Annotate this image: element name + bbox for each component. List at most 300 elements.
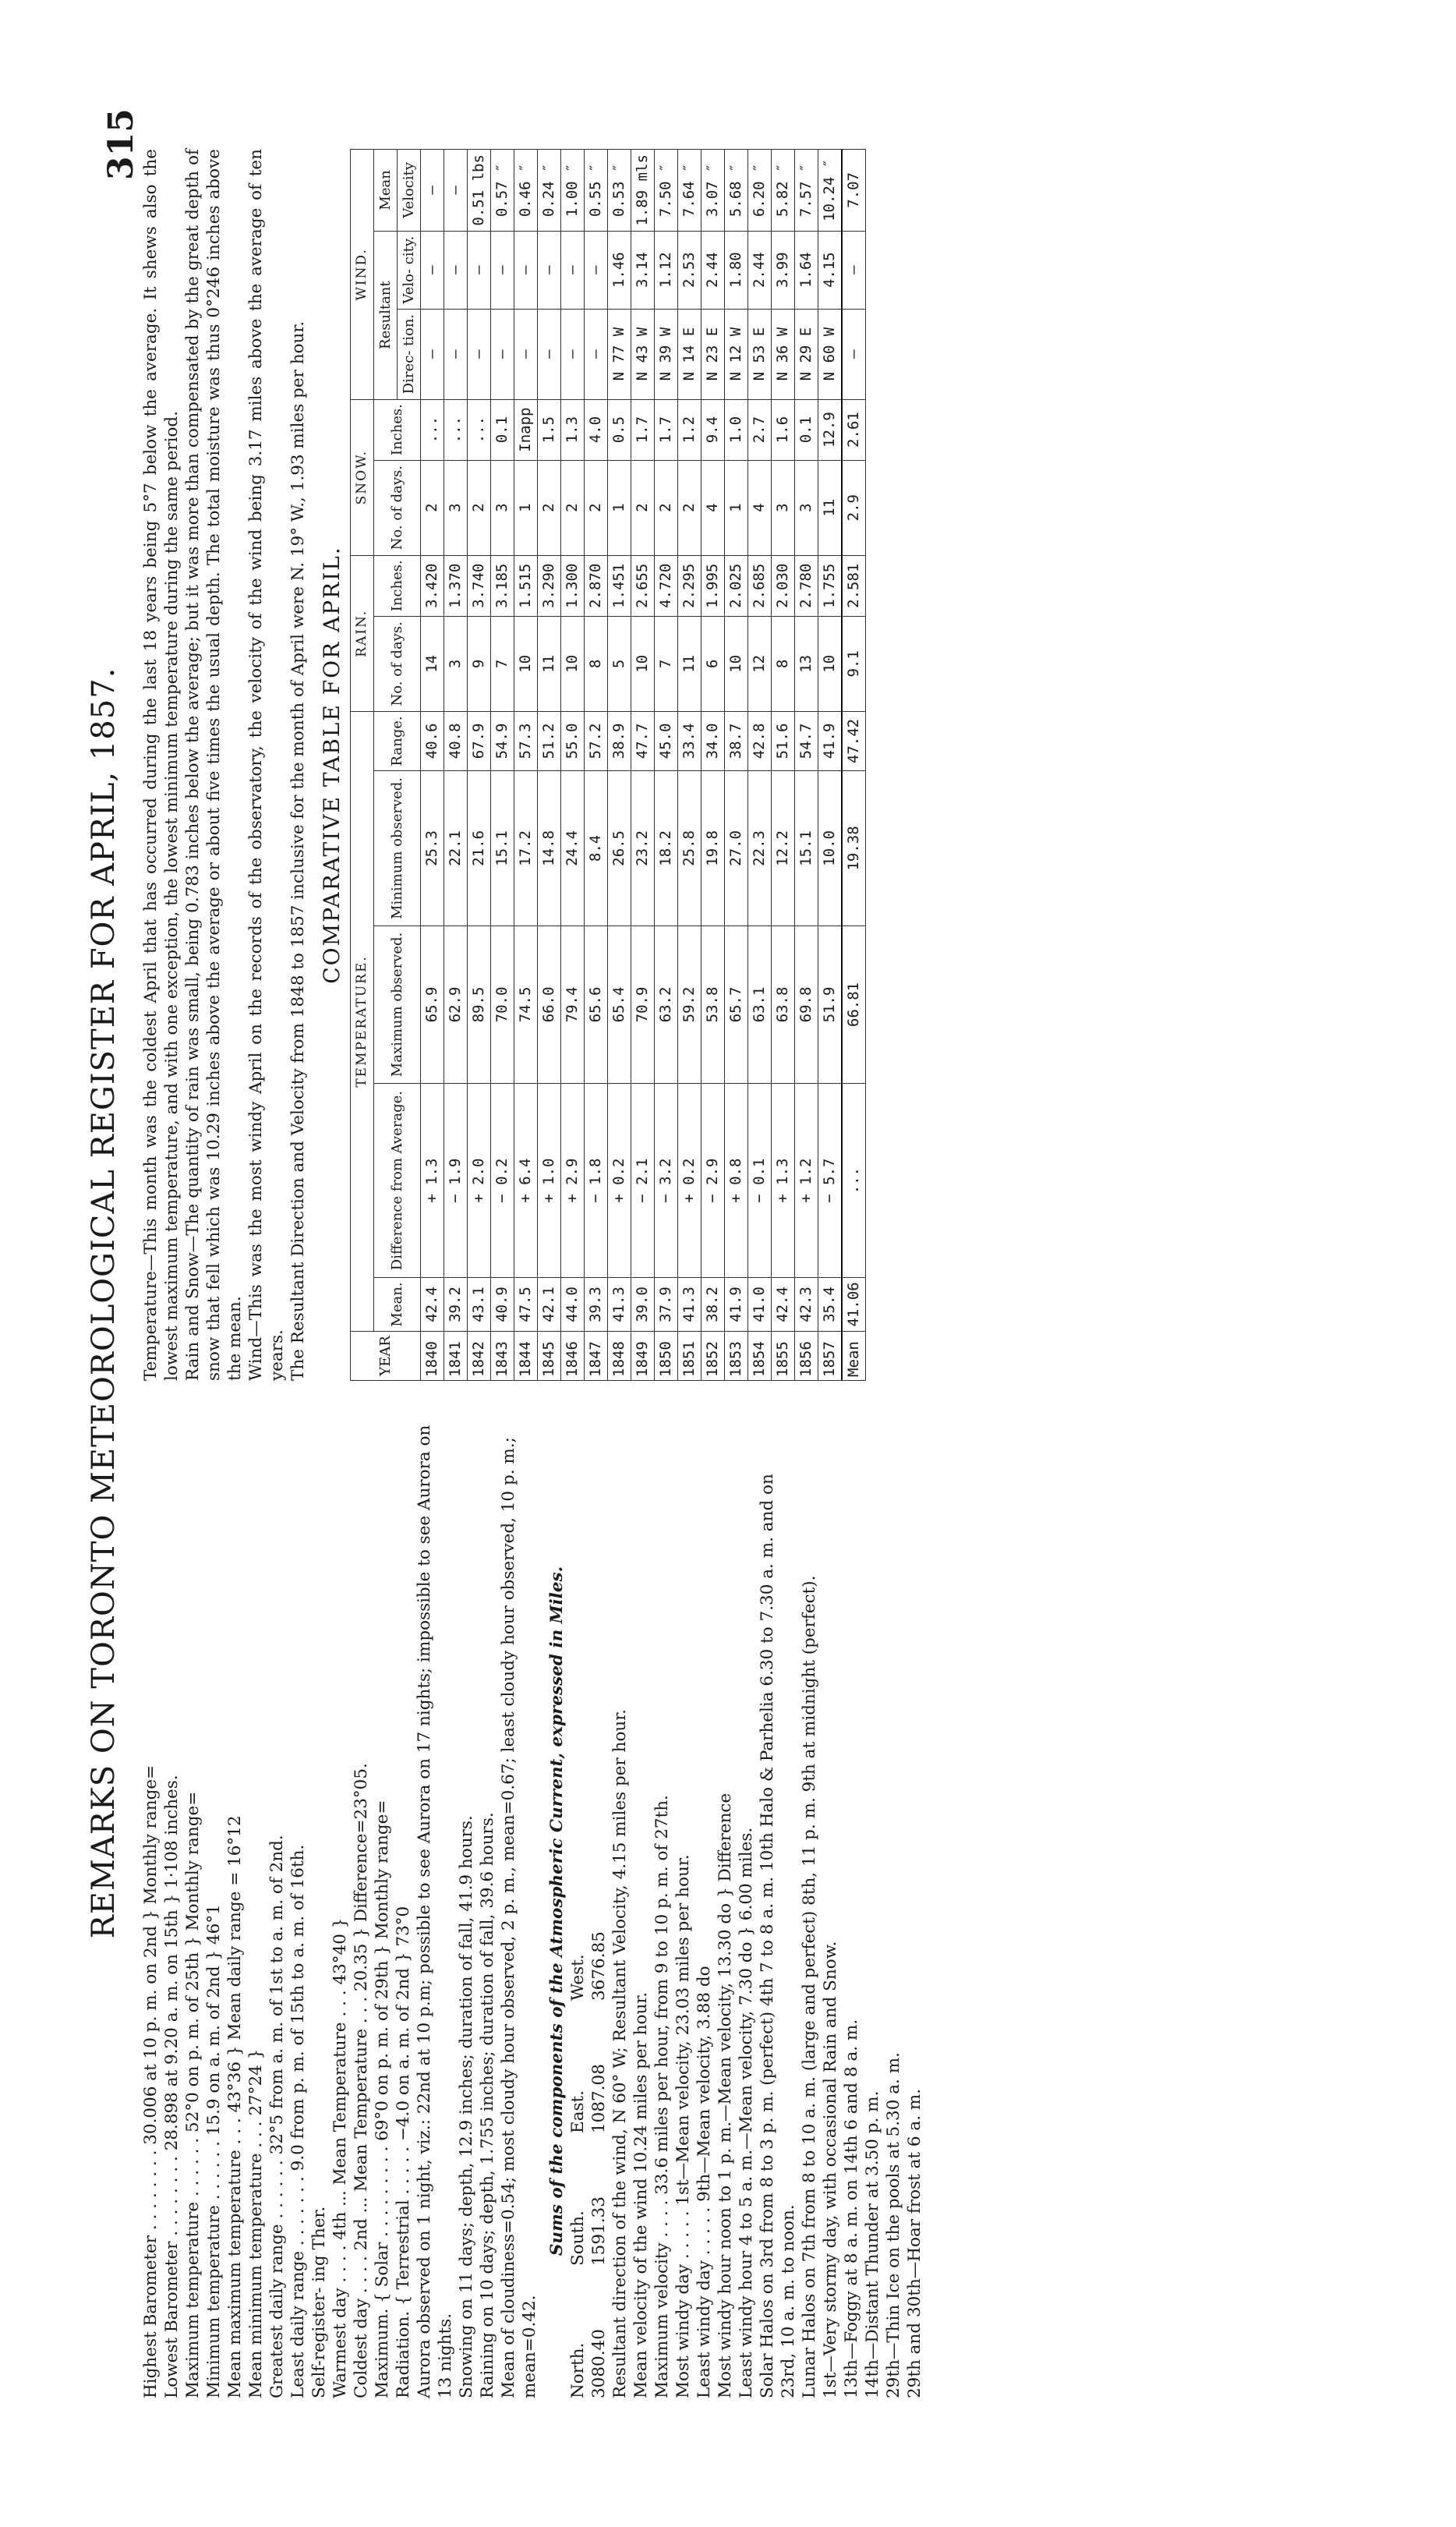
- table-cell: 35.4: [818, 1278, 843, 1332]
- table-cell: N 60 W: [818, 309, 843, 399]
- table-cell: 12: [748, 616, 772, 711]
- table-cell: 1853: [725, 1331, 748, 1380]
- table-cell: 39.3: [585, 1278, 608, 1332]
- table-cell: 3.420: [421, 555, 444, 616]
- table-cell: 8: [585, 616, 608, 711]
- table-cell: 54.7: [795, 711, 818, 770]
- table-cell: 1.80: [725, 231, 748, 309]
- table-cell: 1846: [561, 1331, 585, 1380]
- table-cell: —: [514, 309, 538, 399]
- table-cell: + 1.0: [538, 1084, 561, 1278]
- table-cell: 1842: [468, 1331, 491, 1380]
- table-cell: 51.2: [538, 711, 561, 770]
- table-cell: 2.44: [748, 231, 772, 309]
- table-cell: 39.0: [631, 1278, 655, 1332]
- table-cell: —: [538, 231, 561, 309]
- table-cell: 1856: [795, 1331, 818, 1380]
- table-cell: 5: [608, 616, 631, 711]
- table-cell: + 2.0: [468, 1084, 491, 1278]
- table-cell: 1: [514, 460, 538, 555]
- table-cell: 10: [561, 616, 585, 711]
- remark-line: 29th—Thin Ice on the pools at 5.30 a. m.: [884, 2052, 903, 2398]
- table-cell: + 0.2: [678, 1084, 701, 1278]
- component-label: North.: [568, 2342, 588, 2398]
- table-cell: 1.515: [514, 555, 538, 616]
- remark-line: 29th and 30th—Hoar frost at 6 a. m.: [905, 2088, 924, 2398]
- table-cell: + 2.9: [561, 1084, 585, 1278]
- table-cell: − 5.7: [818, 1084, 843, 1278]
- table-cell: 41.3: [608, 1278, 631, 1332]
- col-mean-group: Mean: [374, 150, 398, 232]
- remark-line: Most windy day . . . . . 1st—Mean velocity, 23.03 miles per hour.: [673, 1854, 693, 2398]
- table-cell: 10.0: [818, 771, 843, 926]
- table-cell: 10: [631, 616, 655, 711]
- table-cell: 7: [655, 616, 678, 711]
- table-cell: 1857: [818, 1331, 843, 1380]
- table-cell: 1.5: [538, 399, 561, 460]
- table-cell: —: [561, 309, 585, 399]
- table-cell: 2.780: [795, 555, 818, 616]
- table-cell: 63.2: [655, 926, 678, 1083]
- table-row: [608, 150, 631, 1381]
- table-cell: 0.53 ″: [608, 150, 631, 232]
- table-cell: —: [421, 309, 444, 399]
- table-cell: N 14 E: [678, 309, 701, 399]
- remark-line: Maximum temperature . . . . . . 52°0 on p. m. of 25th } Monthly range=: [183, 1791, 203, 2398]
- table-cell: —: [468, 309, 491, 399]
- table-title: COMPARATIVE TABLE FOR APRIL.: [319, 546, 345, 984]
- table-cell: 38.2: [701, 1278, 725, 1332]
- table-cell: 7.64 ″: [678, 150, 701, 232]
- remark-line: Least windy day . . . . . 9th—Mean velocity, 3.88 do: [694, 1966, 714, 2398]
- table-cell: 0.24 ″: [538, 150, 561, 232]
- table-cell: 69.8: [795, 926, 818, 1083]
- table-cell: 33.4: [678, 711, 701, 770]
- table-cell: 55.0: [561, 711, 585, 770]
- table-row: [795, 150, 818, 1381]
- table-cell: 23.2: [631, 771, 655, 926]
- table-cell: 67.9: [468, 711, 491, 770]
- remark-line: Maximum. { Solar . . . . . . . . . 69°0 on p. m. of 29th } Monthly range=: [373, 1800, 392, 2398]
- table-cell: 25.8: [678, 771, 701, 926]
- remark-line: Mean of cloudiness=0.54; most cloudy hour observed, 2 p. m., mean=0.67; least cloudy hour observed, 10 p. m.; mean=0.42.: [499, 1432, 539, 2398]
- table-cell: − 2.9: [701, 1084, 725, 1278]
- remark-line: Coldest day . . . . 2nd ... Mean Temperature . . . 20.35 } Difference=23°05.: [352, 1763, 371, 2398]
- table-cell: 41.3: [678, 1278, 701, 1332]
- mean-cell: Mean: [842, 1331, 866, 1380]
- table-cell: 3.740: [468, 555, 491, 616]
- mean-cell: 19.38: [842, 771, 866, 926]
- table-cell: —: [444, 150, 468, 232]
- table-cell: 2: [421, 460, 444, 555]
- table-row: [818, 150, 843, 1381]
- table-cell: 1849: [631, 1331, 655, 1380]
- table-row: [748, 150, 772, 1381]
- remark-line: Mean velocity of the wind 10.24 miles per hour.: [631, 1991, 651, 2398]
- table-cell: 1.995: [701, 555, 725, 616]
- table-cell: 3.07 ″: [701, 150, 725, 232]
- table-cell: 34.0: [701, 711, 725, 770]
- table-cell: 8: [772, 616, 795, 711]
- table-cell: —: [538, 309, 561, 399]
- table-cell: 3.290: [538, 555, 561, 616]
- col-rain-days: No. of days.: [374, 616, 421, 711]
- table-cell: 6.20 ″: [748, 150, 772, 232]
- table-cell: N 29 E: [795, 309, 818, 399]
- table-cell: 0.5: [608, 399, 631, 460]
- table-row: [725, 150, 748, 1381]
- remark-line: Lowest Barometer . . . . . . . . 28.898 at 9.20 a. m. on 15th } 1·108 inches.: [162, 1775, 182, 2398]
- table-cell: 51.6: [772, 711, 795, 770]
- remark-line: Greatest daily range . . . . . . 32°5 from a. m. of 1st to a. m. of 2nd.: [267, 1835, 287, 2398]
- table-cell: 1.0: [725, 399, 748, 460]
- table-cell: 27.0: [725, 771, 748, 926]
- table-cell: 18.2: [655, 771, 678, 926]
- table-cell: 2.685: [748, 555, 772, 616]
- col-min: Minimum observed.: [374, 771, 421, 926]
- table-cell: 1.451: [608, 555, 631, 616]
- table-cell: 42.3: [795, 1278, 818, 1332]
- table-cell: 5.68 ″: [725, 150, 748, 232]
- note-resultant: The Resultant Direction and Velocity from 1848 to 1857 inclusive for the month of April were N. 19° W., 1.93 miles per hour.: [288, 320, 308, 1381]
- col-velocity: Velocity: [398, 150, 421, 232]
- remark-line: Mean maximum temperature . . . 43°36 } Mean daily range = 16°12: [225, 1815, 245, 2398]
- table-row: [421, 150, 444, 1381]
- table-cell: 41.0: [748, 1278, 772, 1332]
- table-cell: 3.99: [772, 231, 795, 309]
- component-value: 1591.33: [589, 2196, 609, 2266]
- table-cell: + 0.8: [725, 1084, 748, 1278]
- note-rain-snow: Rain and Snow—The quantity of rain was small, being 0.783 inches below the average; but it was more than compensated by the great depth of snow that fell which was 10.29 inches above the average or about five times the usual depth. The total moisture was thus 0°246 inches above the mean.: [183, 149, 245, 1381]
- table-cell: 59.2: [678, 926, 701, 1083]
- component-value: 3080.40: [589, 2329, 609, 2398]
- table-cell: 1.6: [772, 399, 795, 460]
- mean-cell: 2.9: [842, 460, 866, 555]
- table-cell: 15.1: [795, 771, 818, 926]
- remark-line: 1st—Very stormy day, with occasional Rain and Snow.: [821, 1941, 840, 2398]
- table-cell: 3: [444, 460, 468, 555]
- table-cell: 2: [655, 460, 678, 555]
- table-cell: 2: [678, 460, 701, 555]
- table-cell: 1.46: [608, 231, 631, 309]
- table-cell: 47.7: [631, 711, 655, 770]
- table-cell: 51.9: [818, 926, 843, 1083]
- table-cell: + 0.2: [608, 1084, 631, 1278]
- table-cell: 38.9: [608, 711, 631, 770]
- remark-line: Lunar Halos on 7th from 8 to 10 a. m. (large and perfect) 8th, 11 p. m. 9th at midnight (perfect).: [800, 1575, 819, 2398]
- table-cell: 1.89 mls: [631, 150, 655, 232]
- notes-column: [140, 149, 866, 1381]
- table-cell: 13: [795, 616, 818, 711]
- table-cell: 3: [491, 460, 514, 555]
- table-cell: 1848: [608, 1331, 631, 1380]
- table-cell: − 1.9: [444, 1084, 468, 1278]
- remark-line: Least daily range . . . . . . . 9.0 from p. m. of 15th to a. m. of 16th.: [288, 1844, 308, 2398]
- table-cell: 14: [421, 616, 444, 711]
- component-label: South.: [568, 2210, 588, 2266]
- table-cell: 1.300: [561, 555, 585, 616]
- table-cell: 26.5: [608, 771, 631, 926]
- table-cell: 7.50 ″: [655, 150, 678, 232]
- remark-line: Self-register- ing Ther.: [309, 2206, 329, 2398]
- table-cell: 2.295: [678, 555, 701, 616]
- group-rain: RAIN.: [351, 555, 374, 711]
- table-row: [631, 150, 655, 1381]
- table-cell: 4.15: [818, 231, 843, 309]
- table-cell: 1851: [678, 1331, 701, 1380]
- mean-cell: 66.81: [842, 926, 866, 1083]
- table-cell: 11: [818, 460, 843, 555]
- table-cell: 42.4: [421, 1278, 444, 1332]
- col-year: YEAR: [351, 1331, 421, 1380]
- table-cell: + 1.2: [795, 1084, 818, 1278]
- table-row: [491, 150, 514, 1381]
- mean-cell: 2.61: [842, 399, 866, 460]
- table-cell: 24.4: [561, 771, 585, 926]
- table-cell: 37.9: [655, 1278, 678, 1332]
- table-cell: 1.370: [444, 555, 468, 616]
- table-cell: 65.7: [725, 926, 748, 1083]
- table-cell: 1.64: [795, 231, 818, 309]
- table-cell: 0.51 lbs: [468, 150, 491, 232]
- table-cell: —: [561, 231, 585, 309]
- mean-cell: 47.42: [842, 711, 866, 770]
- table-cell: 40.8: [444, 711, 468, 770]
- table-row: [514, 150, 538, 1381]
- table-cell: 2.025: [725, 555, 748, 616]
- remark-line: Raining on 10 days; depth, 1.755 inches; duration of fall, 39.6 hours.: [478, 1812, 497, 2398]
- table-cell: 2: [468, 460, 491, 555]
- table-cell: 2.655: [631, 555, 655, 616]
- table-cell: 70.0: [491, 926, 514, 1083]
- table-row: [678, 150, 701, 1381]
- note-temperature: Temperature—This month was the coldest April that has occurred during the last 18 years being 5°7 below the average. It shews also the lowest maximum temperature, and with one exception, the lowest minimum temperature during the same period.: [141, 149, 182, 1381]
- table-cell: 22.3: [748, 771, 772, 926]
- comparative-table: [350, 149, 866, 1381]
- table-cell: 39.2: [444, 1278, 468, 1332]
- col-mean: Mean.: [374, 1278, 421, 1332]
- table-cell: —: [444, 309, 468, 399]
- remark-line: Solar Halos on 3rd from 8 to 3 p. m. (perfect) 4th 7 to 8 a. m. 10th Halo & Parhelia 6.30 to 7.30 a. m. and on 23rd, 10 a. m. to noon.: [758, 1468, 798, 2398]
- table-cell: 65.4: [608, 926, 631, 1083]
- table-cell: 40.6: [421, 711, 444, 770]
- table-cell: 1.3: [561, 399, 585, 460]
- table-cell: 2.870: [585, 555, 608, 616]
- table-cell: 65.6: [585, 926, 608, 1083]
- mean-cell: 7.07: [842, 150, 866, 232]
- table-cell: 4.720: [655, 555, 678, 616]
- table-cell: 22.1: [444, 771, 468, 926]
- component-value: 1087.08: [589, 2064, 609, 2133]
- table-cell: 8.4: [585, 771, 608, 926]
- group-wind: WIND.: [351, 150, 374, 400]
- table-cell: —: [421, 231, 444, 309]
- table-cell: 5.82 ″: [772, 150, 795, 232]
- table-cell: —: [491, 231, 514, 309]
- table-row: [701, 150, 725, 1381]
- table-cell: 2: [585, 460, 608, 555]
- table-cell: 6: [701, 616, 725, 711]
- table-cell: 63.1: [748, 926, 772, 1083]
- table-cell: 4: [701, 460, 725, 555]
- remarks-lines-b: [610, 1424, 925, 2398]
- table-cell: 1844: [514, 1331, 538, 1380]
- components-heading: Sums of the components of the Atmospheric Current, expressed in Miles.: [547, 1566, 567, 2256]
- table-cell: − 3.2: [655, 1084, 678, 1278]
- component-value: 3676.85: [589, 1931, 609, 2001]
- table-cell: 1: [608, 460, 631, 555]
- table-cell: 1.12: [655, 231, 678, 309]
- table-cell: 42.4: [772, 1278, 795, 1332]
- table-cell: 47.5: [514, 1278, 538, 1332]
- table-cell: 0.55 ″: [585, 150, 608, 232]
- remarks-lines-a: [140, 1419, 540, 2398]
- remark-line: Resultant direction of the wind, N 60° W; Resultant Velocity, 4.15 miles per hour.: [610, 1709, 630, 2398]
- table-cell: —: [444, 231, 468, 309]
- table-cell: 2.53: [678, 231, 701, 309]
- remark-line: Mean minimum temperature . . . 27°24 }: [246, 2048, 266, 2398]
- group-snow: SNOW.: [351, 399, 374, 555]
- table-cell: —: [585, 231, 608, 309]
- table-cell: N 43 W: [631, 309, 655, 399]
- remark-line: 13th—Foggy at 8 a. m. on 14th 6 and 8 a. m.: [842, 2019, 861, 2398]
- components-values: [588, 1424, 610, 2398]
- table-cell: 0.1: [491, 399, 514, 460]
- mean-cell: —: [842, 309, 866, 399]
- table-cell: 45.0: [655, 711, 678, 770]
- table-cell: 1.755: [818, 555, 843, 616]
- table-cell: 11: [538, 616, 561, 711]
- table-row: [468, 150, 491, 1381]
- table-cell: 63.8: [772, 926, 795, 1083]
- table-cell: N 39 W: [655, 309, 678, 399]
- table-cell: − 2.1: [631, 1084, 655, 1278]
- table-cell: 2.7: [748, 399, 772, 460]
- mean-cell: —: [842, 231, 866, 309]
- col-snow-inches: Inches.: [374, 399, 421, 460]
- remark-line: Warmest day . . . . 4th ... Mean Temperature . . . 43°40 }: [330, 1917, 350, 2398]
- table-cell: 57.3: [514, 711, 538, 770]
- table-cell: 10: [818, 616, 843, 711]
- note-wind: Wind—This was the most windy April on the records of the observatory, the velocity of the wind being 3.17 miles above the average of ten years.: [246, 149, 287, 1381]
- table-row: [561, 150, 585, 1381]
- table-cell: 3: [444, 616, 468, 711]
- table-cell: 57.2: [585, 711, 608, 770]
- table-cell: 0.57 ″: [491, 150, 514, 232]
- table-cell: —: [468, 231, 491, 309]
- table-body: [421, 150, 866, 1381]
- table-cell: 25.3: [421, 771, 444, 926]
- table-cell: 4: [748, 460, 772, 555]
- col-snow-days: No. of days.: [374, 460, 421, 555]
- table-cell: N 36 W: [772, 309, 795, 399]
- table-cell: 12.9: [818, 399, 843, 460]
- table-cell: 10: [725, 616, 748, 711]
- table-cell: 1.00 ″: [561, 150, 585, 232]
- table-cell: 1: [725, 460, 748, 555]
- page-title: REMARKS ON TORONTO METEOROLOGICAL REGISTER FOR APRIL, 1857.: [86, 667, 122, 1939]
- table-cell: 1852: [701, 1331, 725, 1380]
- remark-line: Least windy hour 4 to 5 a. m.—Mean velocity, 7.30 do } 6.00 miles.: [737, 1827, 756, 2398]
- table-cell: − 0.1: [748, 1084, 772, 1278]
- table-cell: 1850: [655, 1331, 678, 1380]
- component-label: East.: [568, 2090, 588, 2133]
- mean-cell: ...: [842, 1084, 866, 1278]
- table-cell: 11: [678, 616, 701, 711]
- table-cell: 1854: [748, 1331, 772, 1380]
- table-cell: —: [585, 309, 608, 399]
- remark-line: 14th—Distant Thunder at 3.50 p. m.: [863, 2090, 882, 2398]
- table-cell: 2: [561, 460, 585, 555]
- mean-cell: 41.06: [842, 1278, 866, 1332]
- table-cell: 42.8: [748, 711, 772, 770]
- table-cell: 41.9: [818, 711, 843, 770]
- table-cell: 14.8: [538, 771, 561, 926]
- col-max: Maximum observed.: [374, 926, 421, 1083]
- table-cell: 44.0: [561, 1278, 585, 1332]
- table-cell: 1841: [444, 1331, 468, 1380]
- table-cell: + 1.3: [772, 1084, 795, 1278]
- col-diff: Difference from Average.: [374, 1084, 421, 1278]
- col-rain-inches: Inches.: [374, 555, 421, 616]
- col-range: Range.: [374, 711, 421, 770]
- table-cell: 1847: [585, 1331, 608, 1380]
- table-cell: 1.7: [655, 399, 678, 460]
- table-cell: 38.7: [725, 711, 748, 770]
- table-cell: 9: [468, 616, 491, 711]
- components-labels: [567, 1424, 588, 2398]
- table-cell: 10: [514, 616, 538, 711]
- remark-line: Aurora observed on 1 night, viz.: 22nd at 10 p.m; possible to see Aurora on 17 nights; impossible to see Aurora on 13 nights.: [415, 1419, 455, 2398]
- table-cell: 12.2: [772, 771, 795, 926]
- table-cell: 2.030: [772, 555, 795, 616]
- table-cell: 2: [538, 460, 561, 555]
- group-temperature: TEMPERATURE.: [351, 711, 374, 1331]
- table-cell: —: [514, 231, 538, 309]
- table-cell: 7.57 ″: [795, 150, 818, 232]
- table-cell: 1840: [421, 1331, 444, 1380]
- col-velo: Velo- city.: [398, 231, 421, 309]
- table-cell: 89.5: [468, 926, 491, 1083]
- table-cell: —: [421, 150, 444, 232]
- table-cell: + 6.4: [514, 1084, 538, 1278]
- remark-line: Radiation. { Terrestrial . . . . . −4.0 on a. m. of 2nd } 73°0: [394, 1906, 413, 2398]
- table-cell: 17.2: [514, 771, 538, 926]
- remark-line: Maximum velocity . . . . 33.6 miles per hour, from 9 to 10 p. m. of 27th.: [652, 1795, 672, 2398]
- table-cell: 74.5: [514, 926, 538, 1083]
- table-cell: 10.24 ″: [818, 150, 843, 232]
- table-cell: 0.46 ″: [514, 150, 538, 232]
- table-cell: 19.8: [701, 771, 725, 926]
- table-cell: 3: [772, 460, 795, 555]
- table-cell: 3: [795, 460, 818, 555]
- table-row: [585, 150, 608, 1381]
- table-cell: 53.8: [701, 926, 725, 1083]
- table-cell: 0.1: [795, 399, 818, 460]
- table-cell: 62.9: [444, 926, 468, 1083]
- table-cell: 43.1: [468, 1278, 491, 1332]
- table-cell: 1855: [772, 1331, 795, 1380]
- table-cell: 7: [491, 616, 514, 711]
- table-cell: 3.185: [491, 555, 514, 616]
- remark-line: Snowing on 11 days; depth, 12.9 inches; duration of fall, 41.9 hours.: [457, 1815, 476, 2398]
- page-number: 315: [101, 108, 141, 180]
- table-cell: ...: [444, 399, 468, 460]
- mean-cell: 2.581: [842, 555, 866, 616]
- table-cell: 1843: [491, 1331, 514, 1380]
- table-cell: N 12 W: [725, 309, 748, 399]
- table-cell: 65.9: [421, 926, 444, 1083]
